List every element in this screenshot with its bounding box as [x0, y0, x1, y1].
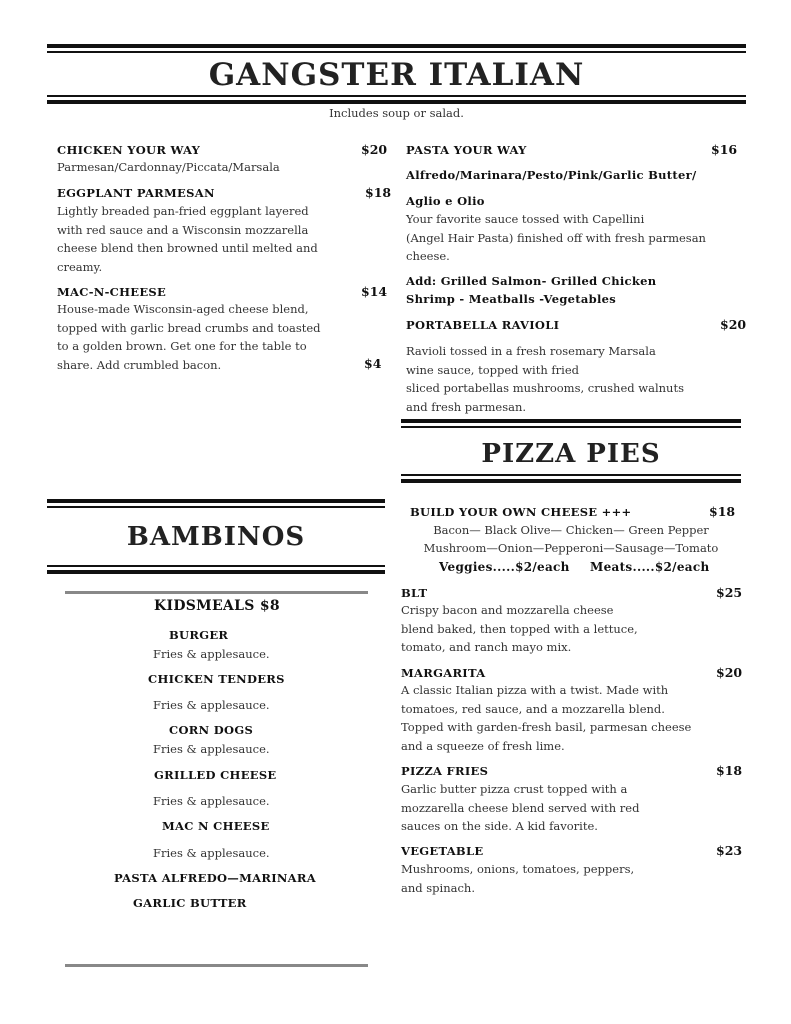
desc-line: Ravioli tossed in a fresh rosemary Marsala — [406, 344, 656, 358]
item-side: Fries & applesauce. — [153, 846, 270, 860]
desc-line: (Angel Hair Pasta) finished off with fresh parmesan — [406, 230, 706, 245]
pasta-sauces-line2: Aglio e Olio — [406, 194, 485, 208]
item-price: $18 — [716, 763, 743, 778]
item-price: $20 — [716, 665, 743, 680]
veggies-price: Veggies.....$2/each — [439, 560, 570, 574]
desc-line: sliced portabellas mushrooms, crushed walnuts — [406, 381, 684, 395]
item-name: EGGPLANT PARMESAN — [57, 186, 215, 200]
header-rule-top-thick — [47, 44, 746, 48]
desc-line: share. Add crumbled bacon. — [57, 357, 222, 372]
kidsmeals-heading: KIDSMEALS $8 — [154, 598, 280, 614]
item-name: PIZZA FRIES — [401, 764, 489, 778]
item-side: Fries & applesauce. — [153, 794, 270, 808]
item-name: VEGETABLE — [401, 844, 484, 858]
pizza-rule-top-thin — [401, 426, 741, 428]
header-rule-bottom-thick — [47, 100, 746, 104]
pasta-sauces-line1: Alfredo/Marinara/Pesto/Pink/Garlic Butter/ — [406, 168, 697, 182]
item-name: BLT — [401, 586, 428, 600]
item-description: Parmesan/Cardonnay/Piccata/Marsala — [57, 160, 280, 174]
desc-line: Your favorite sauce tossed with Capellini — [406, 212, 645, 226]
item-name: CHICKEN TENDERS — [148, 672, 285, 686]
desc-line: cheese blend then browned until melted and — [57, 241, 318, 255]
header-rule-bottom-thin — [47, 95, 746, 97]
pizza-section-title: PIZZA PIES — [481, 439, 661, 469]
desc-line: tomatoes, red sauce, and a mozzarella blend. — [401, 701, 665, 716]
desc-line: Lightly breaded pan-fried eggplant layered — [57, 204, 309, 218]
item-description — [401, 601, 638, 657]
item-name: PORTABELLA RAVIOLI — [406, 318, 560, 332]
desc-line: to a golden brown. Get one for the table to — [57, 339, 307, 353]
pizza-rule-bottom-thin — [401, 474, 741, 476]
item-description — [406, 210, 706, 266]
header-rule-top-thin — [47, 51, 746, 53]
item-side: Fries & applesauce. — [153, 698, 270, 712]
bambinos-rule-bottom-thick — [47, 570, 385, 574]
desc-line: wine sauce, topped with fried — [406, 362, 580, 377]
item-description — [401, 860, 634, 897]
item-price: $23 — [716, 843, 743, 858]
desc-line: and a squeeze of fresh lime. — [401, 738, 565, 753]
desc-line: sauces on the side. A kid favorite. — [401, 819, 598, 833]
pasta-add-line2: Shrimp - Meatballs -Vegetables — [406, 292, 617, 306]
item-price: $20 — [720, 317, 747, 332]
item-side: Fries & applesauce. — [153, 742, 270, 756]
desc-line: with red sauce and a Wisconsin mozzarella — [57, 222, 309, 237]
bambinos-rule-top-thin — [47, 506, 385, 508]
item-price: $18 — [365, 185, 392, 200]
desc-line: A classic Italian pizza with a twist. Made with — [401, 683, 669, 697]
item-price: $18 — [709, 504, 736, 519]
item-description — [401, 681, 691, 755]
desc-line: Garlic butter pizza crust topped with a — [401, 782, 628, 796]
toppings-line2: Mushroom—Onion—Pepperoni—Sausage—Tomato — [423, 541, 719, 555]
desc-line: blend baked, then topped with a lettuce, — [401, 621, 638, 636]
item-description — [401, 780, 639, 836]
desc-line: topped with garlic bread crumbs and toasted — [57, 320, 321, 335]
desc-line: Mushrooms, onions, tomatoes, peppers, — [401, 862, 635, 876]
item-name: PASTA ALFREDO—MARINARA — [114, 871, 316, 885]
bambinos-rule-top-thick — [47, 499, 385, 503]
pasta-add-line1: Add: Grilled Salmon- Grilled Chicken — [406, 274, 657, 288]
bambinos-section-title: BAMBINOS — [126, 522, 306, 552]
addon-price: $4 — [364, 356, 382, 371]
toppings-line1: Bacon— Black Olive— Chicken— Green Pepper — [433, 523, 709, 537]
page-subtitle: Includes soup or salad. — [329, 106, 464, 120]
item-name: MAC N CHEESE — [162, 819, 270, 833]
item-name: PASTA YOUR WAY — [406, 143, 527, 157]
item-price: $20 — [361, 142, 388, 157]
item-name-line2: GARLIC BUTTER — [133, 896, 247, 910]
item-name: BURGER — [169, 628, 229, 642]
item-price: $14 — [361, 284, 388, 299]
item-name: MAC-N-CHEESE — [57, 285, 167, 299]
page-title: GANGSTER ITALIAN — [208, 57, 585, 93]
item-name: CHICKEN YOUR WAY — [57, 143, 201, 157]
desc-line: House-made Wisconsin-aged cheese blend, — [57, 302, 309, 316]
item-name: MARGARITA — [401, 666, 486, 680]
item-name: GRILLED CHEESE — [154, 768, 277, 782]
item-price: $25 — [716, 585, 743, 600]
desc-line: tomato, and ranch mayo mix. — [401, 640, 572, 654]
item-name: CORN DOGS — [169, 723, 254, 737]
desc-line: cheese. — [406, 249, 450, 263]
desc-line: mozzarella cheese blend served with red — [401, 800, 640, 815]
pizza-rule-bottom-thick — [401, 479, 741, 483]
desc-line: and fresh parmesan. — [406, 399, 527, 414]
item-side: Fries & applesauce. — [153, 647, 270, 661]
kidsmeals-rule-top — [65, 591, 368, 594]
kidsmeals-rule-bottom — [65, 964, 368, 967]
desc-line: and spinach. — [401, 880, 475, 895]
item-description — [57, 202, 318, 276]
meats-price: Meats.....$2/each — [590, 560, 710, 574]
desc-line: Topped with garden-fresh basil, parmesan cheese — [401, 720, 692, 734]
item-description — [406, 342, 684, 416]
desc-line: creamy. — [57, 259, 103, 274]
item-name: BUILD YOUR OWN CHEESE +++ — [410, 505, 632, 519]
item-description — [57, 300, 321, 374]
desc-line: Crispy bacon and mozzarella cheese — [401, 603, 614, 617]
bambinos-rule-bottom-thin — [47, 565, 385, 567]
item-price: $16 — [711, 142, 738, 157]
pizza-rule-top-thick — [401, 419, 741, 423]
